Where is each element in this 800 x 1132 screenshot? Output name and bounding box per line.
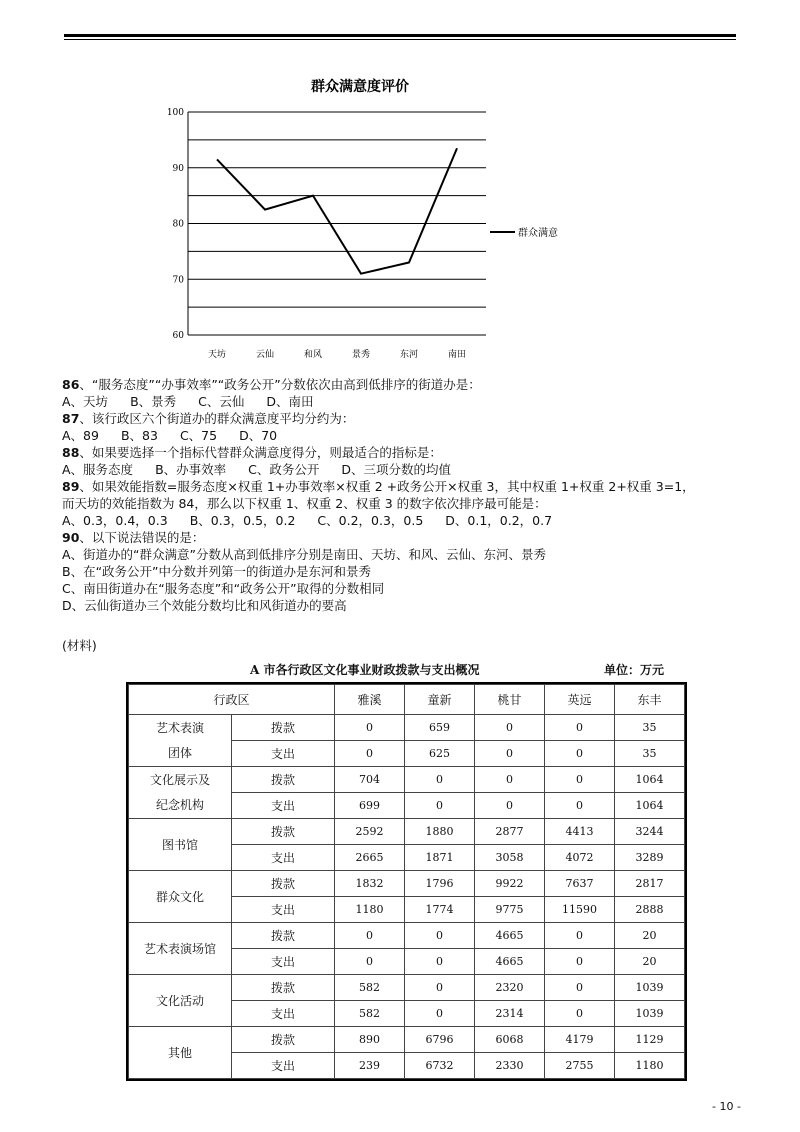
funding-table bbox=[128, 684, 685, 1079]
table-cell: 0 bbox=[405, 949, 475, 975]
table-cell: 0 bbox=[545, 767, 615, 793]
table-cell: 4665 bbox=[475, 949, 545, 975]
row-subtype: 支出 bbox=[232, 793, 335, 819]
table-cell: 2330 bbox=[475, 1053, 545, 1079]
header-rule-thick bbox=[64, 34, 736, 37]
option: B、办事效率 bbox=[155, 462, 227, 477]
x-tick-label: 景秀 bbox=[351, 350, 371, 360]
table-cell: 1796 bbox=[405, 871, 475, 897]
table-row bbox=[129, 975, 685, 1001]
option: B、景秀 bbox=[130, 394, 177, 409]
table-cell: 1180 bbox=[615, 1053, 685, 1079]
row-category-line: 文化活动 bbox=[155, 994, 204, 1008]
question-text: 、“服务态度”“办事效率”“政务公开”分数依次由高到低排序的街道办是： bbox=[79, 377, 481, 392]
option: D、南田 bbox=[266, 394, 314, 409]
chart-y-ticks bbox=[167, 108, 184, 341]
row-subtype: 拨款 bbox=[232, 819, 335, 845]
table-cell: 2888 bbox=[615, 897, 685, 923]
header-rule-thin bbox=[64, 39, 736, 40]
table-cell: 625 bbox=[405, 741, 475, 767]
option: C、75 bbox=[179, 428, 218, 443]
table-cell: 6796 bbox=[405, 1027, 475, 1053]
row-category-line: 其他 bbox=[167, 1046, 192, 1060]
table-cell: 3244 bbox=[615, 819, 685, 845]
question-stem bbox=[62, 376, 762, 393]
table-cell: 704 bbox=[335, 767, 405, 793]
question-block bbox=[62, 376, 762, 614]
table-cell: 11590 bbox=[545, 897, 615, 923]
table-cell: 699 bbox=[335, 793, 405, 819]
table-cell: 0 bbox=[405, 793, 475, 819]
question-text: 、该行政区六个街道办的群众满意度平均分约为： bbox=[79, 411, 355, 426]
row-subtype: 支出 bbox=[232, 741, 335, 767]
row-category bbox=[129, 715, 232, 767]
y-tick-label: 60 bbox=[172, 331, 184, 341]
table-cell: 9922 bbox=[475, 871, 545, 897]
row-subtype: 拨款 bbox=[232, 715, 335, 741]
header-district: 童新 bbox=[405, 685, 475, 715]
y-tick-label: 100 bbox=[166, 108, 184, 118]
question-number: 88 bbox=[62, 445, 80, 460]
table-cell: 2592 bbox=[335, 819, 405, 845]
question-number: 86 bbox=[62, 377, 80, 392]
table-cell: 1064 bbox=[615, 793, 685, 819]
table-cell: 2817 bbox=[615, 871, 685, 897]
question-options bbox=[62, 461, 762, 478]
table-cell: 2314 bbox=[475, 1001, 545, 1027]
row-category-line: 文化展示及 bbox=[149, 772, 210, 787]
table-cell: 1832 bbox=[335, 871, 405, 897]
table-cell: 6068 bbox=[475, 1027, 545, 1053]
option: A、街道办的“群众满意”分数从高到低排序分别是南田、天坊、和风、云仙、东河、景秀 bbox=[62, 547, 547, 562]
header-district: 东丰 bbox=[615, 685, 685, 715]
table-cell: 2320 bbox=[475, 975, 545, 1001]
table-cell: 9775 bbox=[475, 897, 545, 923]
table-cell: 35 bbox=[615, 741, 685, 767]
question-options bbox=[62, 512, 762, 529]
option: C、南田街道办在“服务态度”和“政务公开”取得的分数相同 bbox=[62, 581, 385, 596]
option: D、云仙街道办三个效能分数均比和风街道办的要高 bbox=[62, 598, 347, 613]
table-cell: 1774 bbox=[405, 897, 475, 923]
x-tick-label: 云仙 bbox=[255, 350, 275, 360]
table-cell: 659 bbox=[405, 715, 475, 741]
row-category-line: 图书馆 bbox=[161, 838, 198, 852]
table-cell: 0 bbox=[475, 741, 545, 767]
row-category-line: 纪念机构 bbox=[155, 797, 204, 812]
header-district: 英远 bbox=[545, 685, 615, 715]
table-unit: 单位：万元 bbox=[604, 663, 665, 677]
question-stem-continued: 而天坊的效能指数为 84，那么以下权重 1、权重 2、权重 3 的数字依次排序最可能是： bbox=[62, 496, 547, 511]
row-subtype: 拨款 bbox=[232, 767, 335, 793]
table-row bbox=[129, 1027, 685, 1053]
row-category bbox=[129, 767, 232, 819]
table-cell: 0 bbox=[405, 923, 475, 949]
question-text: 、如果要选择一个指标代替群众满意度得分，则最适合的指标是： bbox=[79, 445, 442, 460]
page-number: - 10 - bbox=[712, 1100, 741, 1113]
option: B、在“政务公开”中分数并列第一的街道办是东河和景秀 bbox=[62, 564, 372, 579]
row-category bbox=[129, 923, 232, 975]
table-cell: 3058 bbox=[475, 845, 545, 871]
option: C、0.2，0.3，0.5 bbox=[317, 513, 424, 528]
table-cell: 582 bbox=[335, 1001, 405, 1027]
table-cell: 0 bbox=[335, 923, 405, 949]
option: B、0.3，0.5，0.2 bbox=[189, 513, 296, 528]
table-row bbox=[129, 871, 685, 897]
table-cell: 3289 bbox=[615, 845, 685, 871]
row-subtype: 拨款 bbox=[232, 923, 335, 949]
row-category bbox=[129, 819, 232, 871]
table-cell: 1039 bbox=[615, 975, 685, 1001]
y-tick-label: 70 bbox=[172, 275, 184, 286]
header-district-label: 行政区 bbox=[129, 685, 335, 715]
table-cell: 582 bbox=[335, 975, 405, 1001]
row-category-line: 团体 bbox=[167, 745, 192, 760]
table-cell: 4072 bbox=[545, 845, 615, 871]
table-cell: 6732 bbox=[405, 1053, 475, 1079]
table-cell: 0 bbox=[545, 715, 615, 741]
table-cell: 1039 bbox=[615, 1001, 685, 1027]
table-cell: 20 bbox=[615, 923, 685, 949]
chart-x-ticks bbox=[208, 348, 466, 360]
table-cell: 0 bbox=[475, 715, 545, 741]
table-cell: 0 bbox=[335, 715, 405, 741]
question-options bbox=[62, 427, 762, 444]
question-number: 90 bbox=[62, 530, 80, 545]
question-number: 89 bbox=[62, 479, 80, 494]
table-cell: 0 bbox=[405, 975, 475, 1001]
table-cell: 2877 bbox=[475, 819, 545, 845]
table-cell: 0 bbox=[545, 793, 615, 819]
table-cell: 0 bbox=[475, 767, 545, 793]
table-cell: 2755 bbox=[545, 1053, 615, 1079]
row-subtype: 支出 bbox=[232, 897, 335, 923]
material-label: (材料) bbox=[62, 638, 97, 653]
table-cell: 1871 bbox=[405, 845, 475, 871]
option: A、服务态度 bbox=[62, 462, 134, 477]
chart-title: 群众满意度评价 bbox=[311, 79, 409, 95]
question-number: 87 bbox=[62, 411, 80, 426]
row-category bbox=[129, 1027, 232, 1079]
x-tick-label: 东河 bbox=[399, 350, 419, 360]
table-row bbox=[129, 819, 685, 845]
chart-series-line bbox=[217, 148, 457, 273]
option: A、0.3，0.4，0.3 bbox=[62, 513, 168, 528]
question-stem bbox=[62, 529, 762, 546]
option: A、89 bbox=[62, 428, 99, 443]
question-text: 、如果效能指数=服务态度×权重 1+办事效率×权重 2 +政务公开×权重 3，其中权重 1+权重 2+权重 3=1， bbox=[79, 479, 695, 494]
y-tick-label: 80 bbox=[172, 219, 184, 230]
header-district: 桃甘 bbox=[475, 685, 545, 715]
row-subtype: 拨款 bbox=[232, 975, 335, 1001]
table-cell: 239 bbox=[335, 1053, 405, 1079]
question-stem bbox=[62, 444, 762, 461]
table-cell: 4179 bbox=[545, 1027, 615, 1053]
table-cell: 0 bbox=[405, 767, 475, 793]
legend-label: 群众满意 bbox=[518, 228, 558, 239]
row-category bbox=[129, 871, 232, 923]
table-cell: 20 bbox=[615, 949, 685, 975]
question-text: 、以下说法错误的是： bbox=[79, 530, 205, 545]
option: D、0.1，0.2，0.7 bbox=[445, 513, 553, 528]
table-cell: 890 bbox=[335, 1027, 405, 1053]
row-subtype: 支出 bbox=[232, 1001, 335, 1027]
table-cell: 1064 bbox=[615, 767, 685, 793]
y-tick-label: 90 bbox=[172, 163, 184, 174]
table-row bbox=[129, 923, 685, 949]
header-district: 雅溪 bbox=[335, 685, 405, 715]
x-tick-label: 南田 bbox=[447, 350, 467, 360]
row-subtype: 支出 bbox=[232, 949, 335, 975]
table-row bbox=[129, 767, 685, 793]
question-stem bbox=[62, 478, 762, 495]
table-cell: 0 bbox=[545, 949, 615, 975]
table-title: A 市各行政区文化事业财政拨款与支出概况 bbox=[250, 663, 480, 677]
row-category-line: 艺术表演场馆 bbox=[143, 942, 216, 956]
table-cell: 4413 bbox=[545, 819, 615, 845]
table-cell: 0 bbox=[335, 741, 405, 767]
option: D、70 bbox=[239, 428, 278, 443]
table-cell: 0 bbox=[545, 1001, 615, 1027]
chart-gridlines bbox=[188, 112, 486, 335]
table-cell: 35 bbox=[615, 715, 685, 741]
option: C、云仙 bbox=[198, 394, 245, 409]
table-header-row bbox=[129, 685, 685, 715]
table-cell: 1129 bbox=[615, 1027, 685, 1053]
x-tick-label: 和风 bbox=[303, 350, 323, 360]
row-subtype: 拨款 bbox=[232, 1027, 335, 1053]
row-subtype: 支出 bbox=[232, 1053, 335, 1079]
row-subtype: 拨款 bbox=[232, 871, 335, 897]
funding-table-frame bbox=[126, 682, 687, 1081]
table-cell: 1880 bbox=[405, 819, 475, 845]
option: A、天坊 bbox=[62, 394, 109, 409]
question-stem bbox=[62, 410, 762, 427]
row-category bbox=[129, 975, 232, 1027]
table-cell: 2665 bbox=[335, 845, 405, 871]
table-cell: 4665 bbox=[475, 923, 545, 949]
satisfaction-line-chart bbox=[150, 72, 580, 372]
option: C、政务公开 bbox=[248, 462, 320, 477]
table-cell: 0 bbox=[545, 741, 615, 767]
row-subtype: 支出 bbox=[232, 845, 335, 871]
table-cell: 0 bbox=[475, 793, 545, 819]
row-category-line: 艺术表演 bbox=[155, 720, 204, 735]
row-category-line: 群众文化 bbox=[155, 890, 204, 904]
table-cell: 1180 bbox=[335, 897, 405, 923]
x-tick-label: 天坊 bbox=[207, 350, 227, 360]
table-cell: 0 bbox=[405, 1001, 475, 1027]
option: D、三项分数的均值 bbox=[341, 462, 452, 477]
table-cell: 0 bbox=[545, 975, 615, 1001]
option: B、83 bbox=[120, 428, 158, 443]
table-cell: 0 bbox=[545, 923, 615, 949]
table-cell: 7637 bbox=[545, 871, 615, 897]
table-row bbox=[129, 715, 685, 741]
table-cell: 0 bbox=[335, 949, 405, 975]
question-options bbox=[62, 393, 762, 410]
